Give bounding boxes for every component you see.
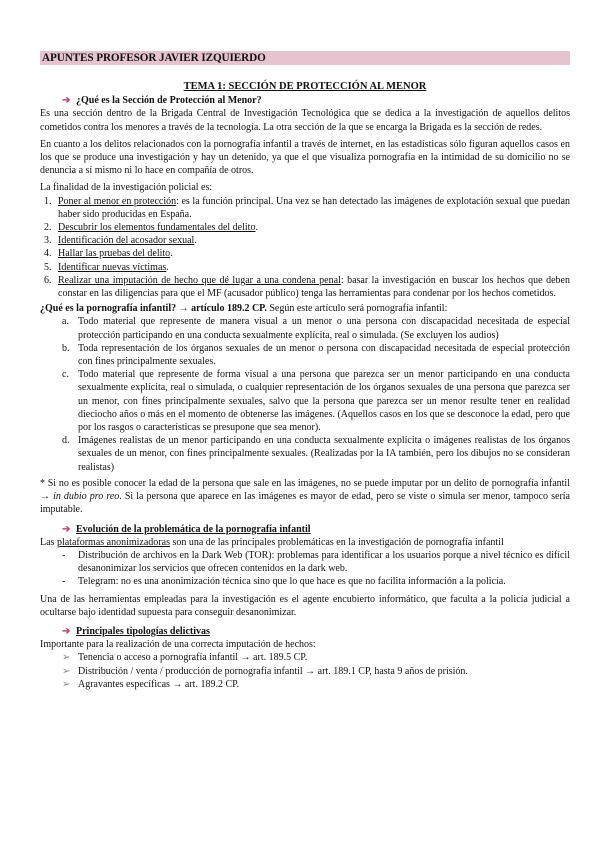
note-text: * Si no es posible conocer la edad de la persona que sale en las imágenes, no se puede imputar por un delito de pornografía infantil → — [40, 477, 570, 503]
types-list — [40, 651, 570, 691]
list-letter: c. — [62, 369, 69, 381]
list-item — [40, 274, 570, 300]
section-heading-3 — [62, 625, 570, 638]
note-text-end: . Si la persona que aparece en las imágenes es mayor de edad, pero se viste o simula ser menor, tampoco sería imputable. — [40, 491, 570, 516]
list-item-text: . — [194, 235, 197, 247]
arrow-right-icon: ➔ — [62, 95, 71, 107]
list-item — [40, 247, 570, 260]
question-paragraph — [40, 302, 570, 315]
definitions-list — [40, 315, 570, 473]
paragraph: Una de las herramientas empleadas para la investigación es el agente encubierto informático, que faculta a la policía judicial a ocultarse bajo identidad supuesta para conseguir desanonimizar. — [40, 593, 570, 618]
list-item-text: Telegram: no es una anonimización técnica sino que lo que hace es que no facilita información a la policía. — [78, 576, 506, 588]
list-item-text: Tenencia o acceso a pornografía infantil → art. 189.5 CP. — [78, 652, 308, 664]
para-text-end: son una de las principales problemáticas en la investigación de pornografía infantil — [169, 536, 504, 548]
list-item — [40, 665, 570, 678]
list-item-text: Imágenes realistas de un menor participando en una conducta sexualmente explícita o imágenes realistas de los órganos sexuales de un menor, con fines principalmente sexuales. (Realizadas por la IA también, pero los dibujos no se consideran realistas) — [78, 435, 570, 473]
list-item-text: Todo material que represente de manera visual a un menor o una persona con discapacidad necesitada de especial protección participando en una conducta sexualmente explícita, real o simulada. (Se excluyen los audios) — [78, 316, 570, 341]
paragraph: Es una sección dentro de la Brigada Central de Investigación Tecnológica que se dedica a la investigación de aquellos delitos cometidos contra los menores a través de la tecnología. La otra sección de la que se encarga la Brigada es la sección de redes. — [40, 108, 570, 133]
list-letter: a. — [62, 316, 69, 328]
dash-list — [40, 549, 570, 589]
arrow-right-icon: ➔ — [62, 523, 71, 535]
triangle-bullet-icon: ➢ — [62, 678, 71, 690]
list-item-text: . — [255, 222, 258, 234]
section-heading-1 — [62, 94, 570, 107]
list-item-text: . — [170, 248, 173, 260]
footnote-paragraph — [40, 477, 570, 517]
list-item — [40, 342, 570, 368]
para-text: Las — [40, 536, 57, 548]
list-dash: - — [62, 549, 66, 561]
list-number: 5. — [44, 261, 52, 273]
document-body — [40, 80, 570, 691]
paragraph — [40, 536, 570, 549]
list-item — [40, 434, 570, 474]
list-item-text: Distribución / venta / producción de pornografía infantil → art. 189.1 CP, hasta 9 años de prisión. — [78, 665, 468, 677]
list-item — [40, 195, 570, 221]
list-item — [40, 678, 570, 691]
paragraph: Importante para la realización de una correcta imputación de hechos: — [40, 639, 316, 651]
paragraph: La finalidad de la investigación policial es: — [40, 182, 213, 194]
arrow-right-icon: ➔ — [62, 625, 71, 637]
list-item-text: Agravantes específicas → art. 189.2 CP. — [78, 678, 240, 690]
section-heading-text: ¿Qué es la Sección de Protección al Menor? — [76, 95, 262, 107]
list-number: 2. — [44, 222, 52, 234]
list-number: 6. — [44, 274, 52, 286]
list-item-key: Descubrir los elementos fundamentales del delito — [58, 222, 256, 234]
list-item — [40, 315, 570, 341]
list-item-key: Identificación del acosador sexual — [58, 235, 195, 247]
list-item-text: Todo material que represente de forma visual a una persona que parezca ser un menor participando en una conducta sexualmente explícita, real o simulada, o cualquier representación de los órganos sexuales de una persona que parezca ser un menor, con fines principalmente sexuales, salvo que la persona que parezca ser un menor resulte tener en realidad dieciocho años o más en el momento de obtenerse las imágenes. (Aquellos casos en los que se desconoce la edad, pero que por los rasgos o características se presupone que sea menor). — [78, 369, 570, 434]
list-item — [40, 651, 570, 664]
list-item — [40, 575, 570, 588]
para-underlined: plataformas anonimizadoras — [56, 536, 170, 548]
list-item — [40, 261, 570, 274]
question-bold: ¿Qué es la pornografía infantil? → artículo 189.2 CP. — [40, 303, 267, 315]
list-item-text: Distribución de archivos en la Dark Web (TOR): problemas para identificar a los usuarios porque a nivel técnico es difícil desanonimizar los servicios que ofrecen contenidos en la dark web. — [78, 549, 570, 575]
page-title: TEMA 1: SECCIÓN DE PROTECCIÓN AL MENOR — [183, 81, 427, 92]
list-number: 3. — [44, 235, 52, 247]
section-heading-text: Principales tipologías delictivas — [76, 625, 210, 637]
list-item-text: : es la función principal. Una vez se han detectado las imágenes de explotación sexual que puedan haber sido producidas en España. — [58, 195, 571, 220]
list-item-key: Realizar una imputación de hecho que dé lugar a una condena penal — [58, 274, 341, 286]
list-item-text: . — [166, 261, 169, 273]
triangle-bullet-icon: ➢ — [62, 665, 71, 677]
triangle-bullet-icon: ➢ — [62, 652, 71, 664]
list-item — [40, 368, 570, 434]
section-heading-2 — [62, 523, 570, 536]
list-item — [40, 549, 570, 575]
list-number: 4. — [44, 248, 52, 260]
goals-list — [40, 195, 570, 301]
note-italic: in dubio pro reo — [53, 491, 120, 503]
question-rest: Según este artículo será pornografía infantil: — [266, 303, 448, 315]
list-dash: - — [62, 576, 66, 588]
list-item — [40, 221, 570, 234]
list-item-key: Identificar nuevas víctimas — [58, 261, 167, 273]
list-item-key: Poner al menor en protección — [58, 195, 177, 207]
list-item-text: Toda representación de los órganos sexuales de un menor o persona con discapacidad necesitada de especial protección con fines principalmente sexuales. — [78, 342, 570, 368]
list-item — [40, 234, 570, 247]
list-item-key: Hallar las pruebas del delito — [58, 248, 171, 260]
list-letter: d. — [62, 435, 70, 447]
list-item-text: : basar la investigación en buscar los hechos que deben constar en las diligencias para que el MF (acusador público) tenga las herramientas para condenar por los hechos cometidos. — [58, 274, 570, 300]
header-banner: APUNTES PROFESOR JAVIER IZQUIERDO — [40, 51, 570, 65]
paragraph: En cuanto a los delitos relacionados con la pornografía infantil a través de internet, en las estadísticas sólo figuran aquellos casos en los que se produce una investigación y hay un detenido, ya que el que visualiza pornografía en la intimidad de su domicilio no se denuncia a sí mismo ni lo hace en compañía de otros. — [40, 138, 570, 177]
section-heading-text: Evolución de la problemática de la pornografía infantil — [76, 523, 311, 535]
list-letter: b. — [62, 342, 70, 354]
list-number: 1. — [44, 195, 52, 207]
